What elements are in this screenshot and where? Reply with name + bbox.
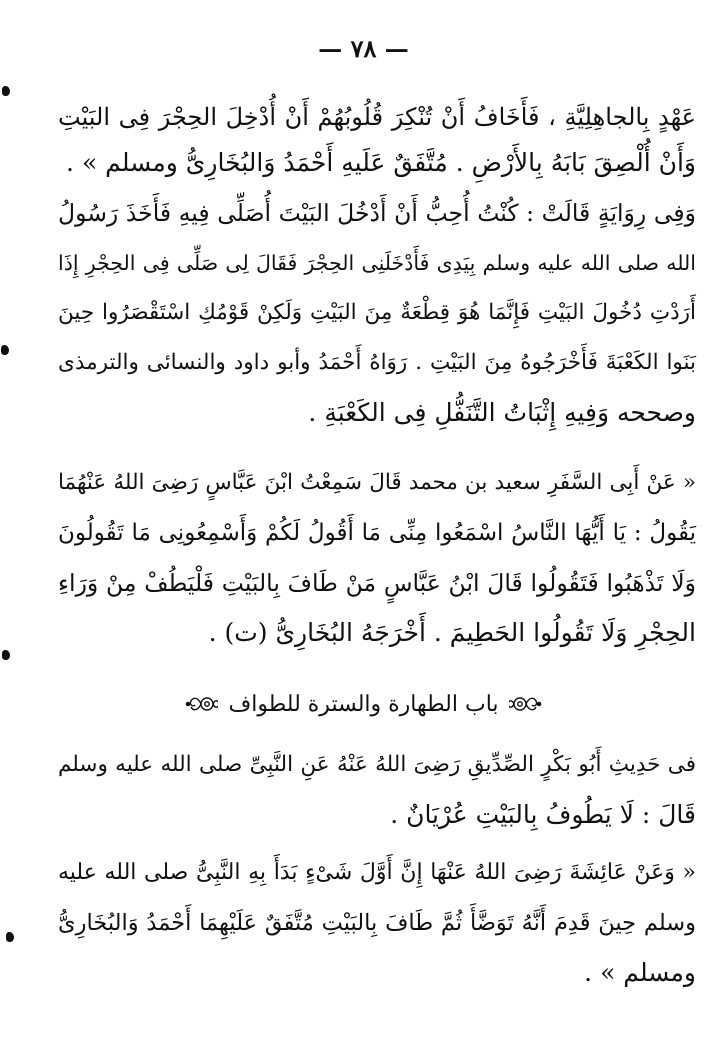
text-line: وَفِى رِوَايَةٍ قَالَتْ : كُنْتُ أُحِبُّ أَنْ أَدْخُلَ البَيْتَ أُصَلِّى فِيهِ فَأَخَذَ رَسُولُ (58, 199, 696, 227)
text-line: عَهْدٍ بِالجاهِلِيَّةِ ، فَأَخَافُ أَنْ تُنْكِرَ قُلُوبُهُمْ أَنْ أُدْخِلَ الحِجْرَ فِى البَيْتِ (58, 103, 696, 131)
section-heading: باب الطهارة والسترة للطواف (228, 691, 499, 717)
margin-mark (1, 345, 9, 355)
ornament-icon (509, 693, 543, 715)
text-line: وسلم حِينَ قَدِمَ أَنَّهُ تَوَضَّأَ ثُمَّ طَافَ بِالبَيْتِ مُتَّفَقٌ عَلَيْهِمَا أَحْمَدُ وَالبُخَارِىُّ (58, 910, 696, 936)
text-line: وَأَنْ أُلْصِقَ بَابَهُ بِالأَرْضِ . مُتَّفَقٌ عَلَيهِ أَحْمَدُ وَالبُخَارِىُّ ومسلم » . (66, 148, 696, 177)
margin-mark (2, 650, 10, 660)
text-line: الله صلى الله عليه وسلم بِيَدِى فَأَدْخَلَنِى الحِجْرَ فَقَالَ لِى صَلِّى فِى الحِجْرِ إِذَا (58, 251, 696, 275)
text-line: أَرَدْتِ دُخُولَ البَيْتِ فَإِنَّمَا هُوَ قِطْعَةٌ مِنَ البَيْتِ وَلَكِنْ قَوْمُكِ اسْتَقْصَرُوا حِينَ (58, 300, 696, 325)
text-line: يَقُولُ : يَا أَيُّهَا النَّاسُ اسْمَعُوا مِنِّى مَا أَقُولُ لَكُمْ وَأَسْمِعُونِى مَا تَقُولُونَ (58, 520, 696, 546)
margin-mark (2, 86, 10, 96)
margin-mark (6, 932, 14, 942)
page-number: — ٧٨ — (318, 34, 409, 63)
section-heading-row (0, 684, 727, 724)
text-line: قَالَ : لَا يَطُوفُ بِالبَيْتِ عُرْيَانٌ . (390, 800, 696, 829)
text-line: وَلَا تَذْهَبُوا فَتَقُولُوا قَالَ ابْنُ عَبَّاسٍ مَنْ طَافَ بِالبَيْتِ فَلْيَطُفْ مِنْ وَرَاءِ (58, 569, 696, 597)
text-line: بَنَوا الكَعْبَةَ فَأَخْرَجُوهُ مِنَ البَيْتِ . رَوَاهُ أَحْمَدُ وأبو داود والنسائى والترمذى (58, 350, 696, 375)
text-line: وصححه وَفِيهِ إِثْبَاتُ التَّنَفُّلِ فِى الكَعْبَةِ . (308, 398, 696, 427)
text-line: فى حَدِيثِ أَبُو بَكْرٍ الصِّدِّيقِ رَضِىَ اللهُ عَنْهُ عَنِ النَّبِىِّ صلى الله عليه وسلم (58, 752, 696, 777)
text-line: الحِجْرِ وَلَا تَقُولُوا الحَطِيمَ . أَخْرَجَهُ البُخَارِىُّ (ت) . (208, 618, 696, 647)
text-line: ومسلم » . (584, 958, 696, 987)
text-line: « وَعَنْ عَائِشَةَ رَضِىَ اللهُ عَنْهَا إِنَّ أَوَّلَ شَىْءٍ بَدَأَ بِهِ النَّبِىُّ صلى الله عليه (58, 860, 696, 885)
text-line: « عَنْ أَبِى السَّفَرِ سعيد بن محمد قَالَ سَمِعْتُ ابْنَ عَبَّاسٍ رَضِىَ اللهُ عَنْهُمَا (58, 470, 696, 495)
ornament-icon (184, 693, 218, 715)
